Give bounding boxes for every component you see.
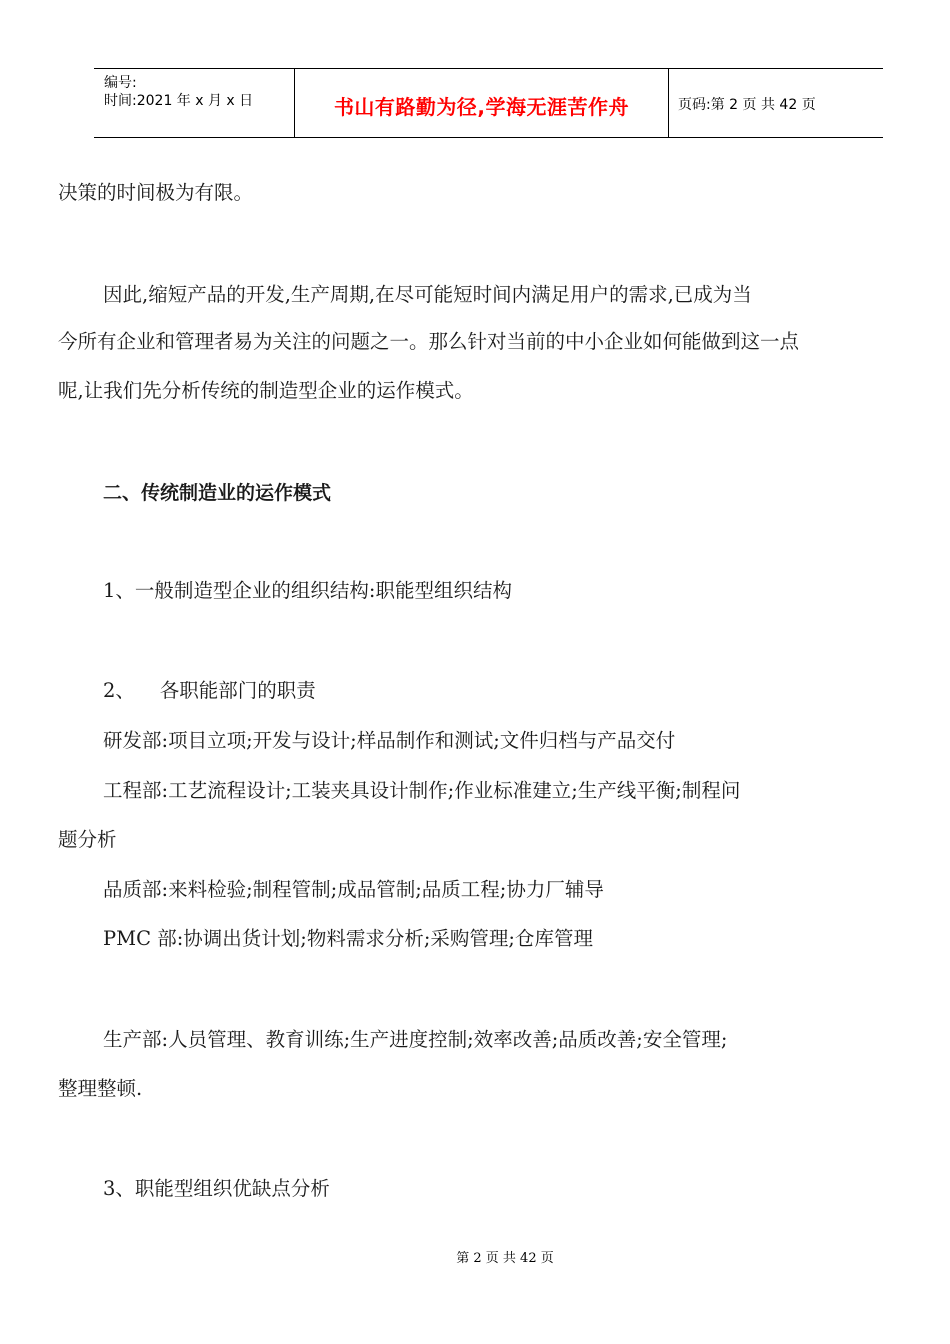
header-page-cell — [668, 69, 883, 137]
page-footer: 第 2 页 共 42 页 — [456, 1251, 554, 1266]
section-heading: 二、传统制造业的运作模式 — [103, 482, 332, 504]
paragraph-line: 今所有企业和管理者易为关注的问题之一。那么针对当前的中小企业如何能做到这一点 — [58, 330, 800, 353]
list-item: 2、 各职能部门的职责 — [103, 679, 316, 702]
department-duty-engineering: 工程部:工艺流程设计;工装夹具设计制作;作业标准建立;生产线平衡;制程问 — [103, 779, 741, 802]
department-duty-pmc: PMC 部:协调出货计划;物料需求分析;采购管理;仓库管理 — [103, 927, 593, 950]
paragraph-line: 因此,缩短产品的开发,生产周期,在尽可能短时间内满足用户的需求,已成为当 — [103, 283, 752, 306]
department-duty-rd: 研发部:项目立项;开发与设计;样品制作和测试;文件归档与产品交付 — [103, 729, 676, 752]
department-duty-production: 生产部:人员管理、教育训练;生产进度控制;效率改善;品质改善;安全管理; — [103, 1028, 728, 1051]
document-header — [94, 68, 883, 138]
department-duty-quality: 品质部:来料检验;制程管制;成品管制;品质工程;协力厂辅导 — [103, 878, 604, 901]
header-page-info: 页码:第 2 页 共 42 页 — [678, 97, 816, 113]
header-meta-cell — [94, 69, 294, 137]
list-item: 1、一般制造型企业的组织结构:职能型组织结构 — [103, 579, 512, 602]
header-motto: 书山有路勤为径,学海无涯苦作舟 — [333, 95, 630, 119]
department-duty-production-cont: 整理整顿. — [58, 1077, 143, 1100]
paragraph-line: 决策的时间极为有限。 — [58, 181, 254, 204]
serial-number-label: 编号: — [104, 75, 137, 91]
paragraph-line: 呢,让我们先分析传统的制造型企业的运作模式。 — [58, 379, 474, 402]
time-label: 时间:2021 年 x 月 x 日 — [104, 93, 254, 109]
department-duty-engineering-cont: 题分析 — [58, 828, 117, 851]
header-motto-cell — [294, 69, 669, 137]
list-item: 3、职能型组织优缺点分析 — [103, 1177, 330, 1200]
